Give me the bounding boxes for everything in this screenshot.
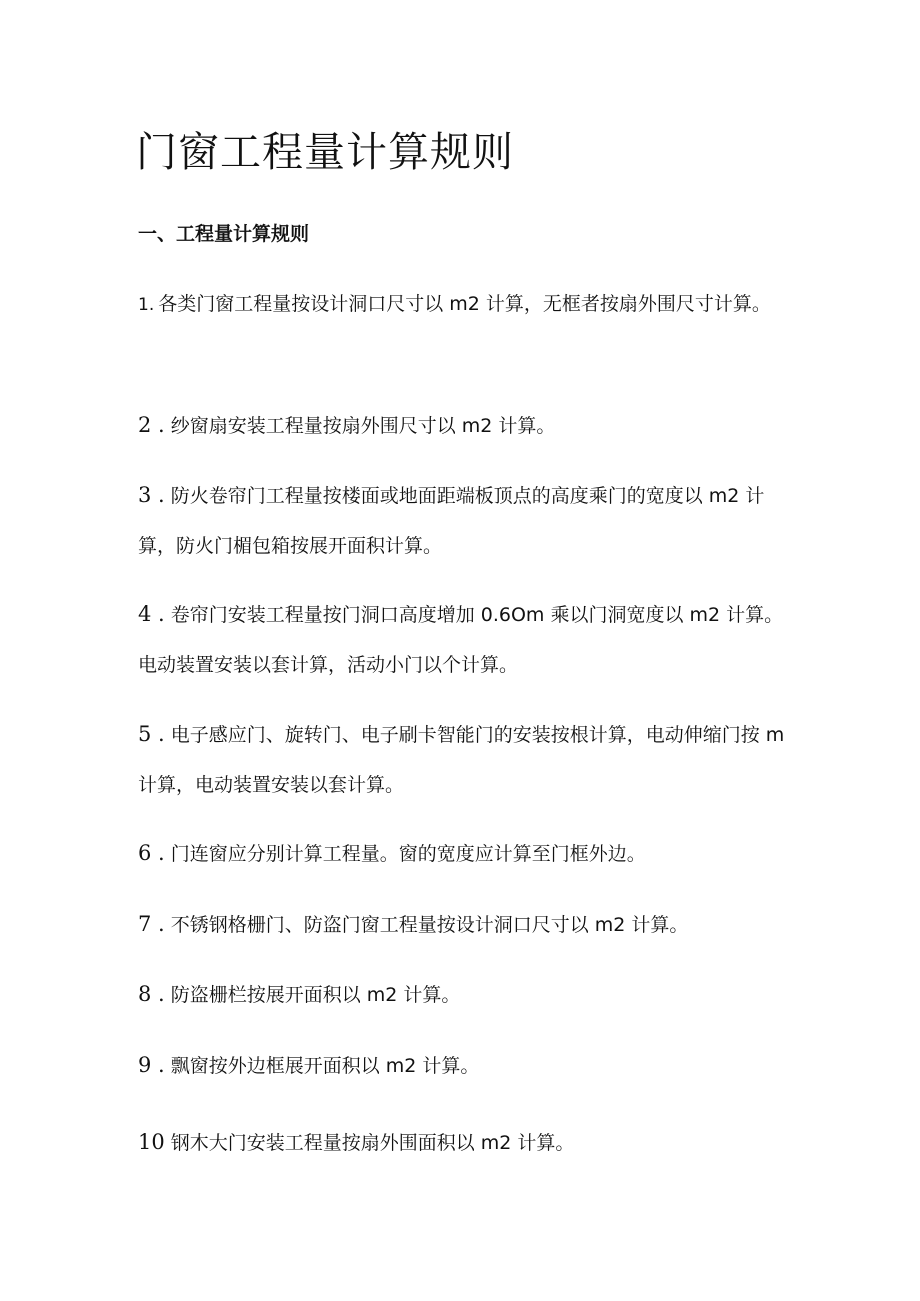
rule-item-2 bbox=[138, 400, 788, 451]
rule-number: 2 . bbox=[138, 413, 165, 437]
rule-number: 4 . bbox=[138, 602, 165, 626]
rule-item-5 bbox=[138, 709, 788, 810]
section-heading: 一、工程量计算规则 bbox=[138, 223, 310, 245]
rule-number: 10 bbox=[138, 1130, 165, 1154]
rule-text: 飘窗按外边框展开面积以 m2 计算。 bbox=[170, 1055, 480, 1077]
rule-text: 卷帘门安装工程量按门洞口高度增加 0.6Om 乘以门洞宽度以 m2 计算。电动装置安装以套计算，活动小门以个计算。 bbox=[138, 604, 784, 676]
rule-number: 6 . bbox=[138, 841, 165, 865]
rule-number: 5 . bbox=[138, 722, 165, 746]
rule-text: 门连窗应分别计算工程量。窗的宽度应计算至门框外边。 bbox=[170, 843, 646, 865]
rule-text: 防火卷帘门工程量按楼面或地面距端板顶点的高度乘门的宽度以 m2 计算，防火门楣包箱按展开面积计算。 bbox=[138, 485, 765, 557]
rule-item-3 bbox=[138, 470, 788, 571]
rule-item-8 bbox=[138, 969, 788, 1020]
rule-item-7 bbox=[138, 899, 788, 950]
rule-number: 3 . bbox=[138, 483, 165, 507]
rule-text: 纱窗扇安装工程量按扇外围尺寸以 m2 计算。 bbox=[170, 415, 556, 437]
rule-text: 电子感应门、旋转门、电子刷卡智能门的安装按根计算，电动伸缩门按 m 计算，电动装置安装以套计算。 bbox=[138, 724, 785, 796]
rule-text: 防盗栅栏按展开面积以 m2 计算。 bbox=[170, 984, 461, 1006]
rule-number: 9 . bbox=[138, 1053, 165, 1077]
rule-item-6 bbox=[138, 828, 788, 879]
rule-text: 不锈钢格栅门、防盗门窗工程量按设计洞口尺寸以 m2 计算。 bbox=[170, 914, 689, 936]
page-title: 门窗工程量计算规则 bbox=[136, 128, 514, 176]
rule-number: 8 . bbox=[138, 982, 165, 1006]
rule-text: 钢木大门安装工程量按扇外围面积以 m2 计算。 bbox=[170, 1132, 575, 1154]
rule-item-9 bbox=[138, 1040, 788, 1091]
rule-number: 7 . bbox=[138, 912, 165, 936]
rule-item-4 bbox=[138, 589, 788, 690]
rule-item-1 bbox=[138, 279, 788, 330]
rule-text: 各类门窗工程量按设计洞口尺寸以 m2 计算，无框者按扇外围尺寸计算。 bbox=[158, 293, 771, 315]
rule-item-10 bbox=[138, 1117, 788, 1168]
rule-number: 1. bbox=[138, 295, 155, 315]
